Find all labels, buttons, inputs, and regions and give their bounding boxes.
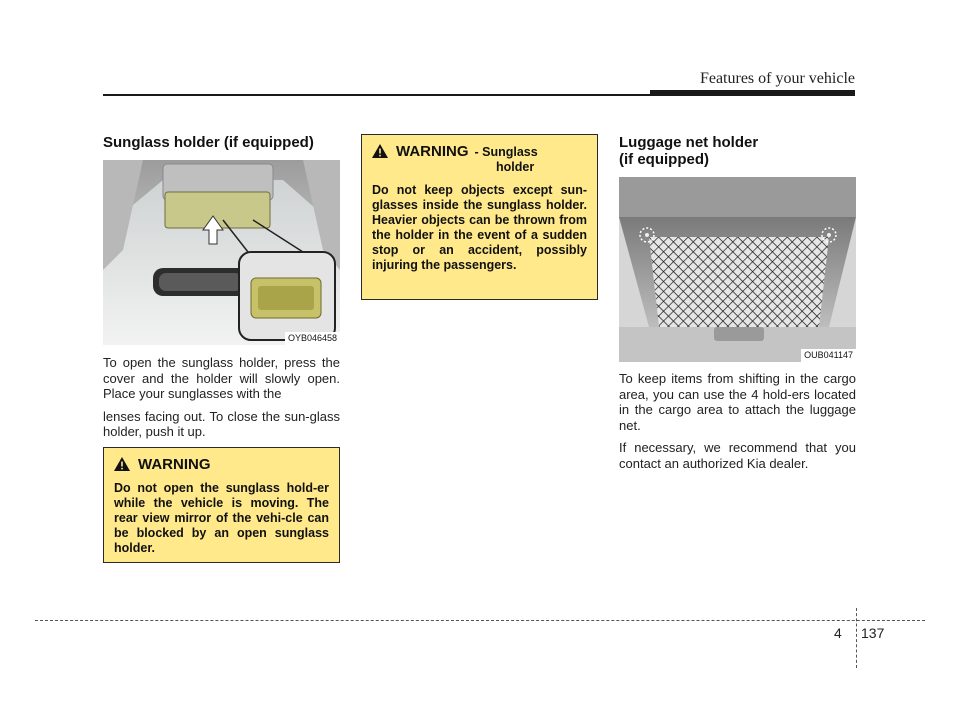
chapter-number: 4 — [834, 625, 842, 641]
sunglass-holder-photo — [103, 160, 340, 345]
warning-header — [114, 456, 329, 473]
image-code-label: OYB046458 — [285, 332, 340, 345]
warning-header — [372, 143, 587, 175]
warning-title: WARNING — [396, 143, 469, 160]
warning-triangle-icon — [114, 457, 130, 471]
warning-subtitle: - Sunglass — [474, 145, 538, 159]
luggage-net-illustration — [619, 177, 856, 362]
footer-divider — [856, 608, 857, 668]
sunglass-holder-heading: Sunglass holder (if equipped) — [103, 134, 314, 151]
paragraph: To keep items from shifting in the cargo area, you can use the 4 hold-ers located in the cargo area to attach the luggage net. — [619, 371, 856, 433]
warning-body: Do not open the sunglass hold-er while the vehicle is moving. The rear view mirror of the vehi-cle can be blocked by an open sunglass holder. — [114, 481, 329, 555]
luggage-net-heading — [619, 134, 758, 168]
warning-title: WARNING — [138, 456, 211, 473]
heading-line: (if equipped) — [619, 151, 709, 168]
warning-box-open — [103, 447, 340, 563]
header-bar — [650, 90, 855, 96]
page-header-title: Features of your vehicle — [699, 70, 855, 87]
warning-body: Do not keep objects except sun-glasses inside the sunglass holder. Heavier objects can be thrown from the holder in the event of a sudden stop or an accident, possibly injuring the passengers. — [372, 183, 587, 272]
heading-line: Luggage net holder — [619, 134, 759, 151]
luggage-net-instructions — [619, 371, 856, 478]
warning-box-sunglass-holder — [361, 134, 598, 300]
sunglass-holder-illustration — [103, 160, 340, 345]
warning-triangle-icon — [372, 144, 388, 158]
paragraph: lenses facing out. To close the sun-glass holder, push it up. — [103, 408, 340, 439]
image-code-label: OUB041147 — [801, 349, 856, 362]
footer-rule — [35, 620, 925, 621]
paragraph: To open the sunglass holder, press the cover and the holder will slowly open. Place your sunglasses with the — [103, 355, 340, 401]
luggage-net-photo — [619, 177, 856, 362]
page-number: 137 — [861, 625, 885, 641]
paragraph: If necessary, we recommend that you contact an authorized Kia dealer. — [619, 440, 856, 471]
sunglass-holder-instructions — [103, 355, 340, 447]
warning-subtitle-cont: holder — [496, 160, 535, 174]
